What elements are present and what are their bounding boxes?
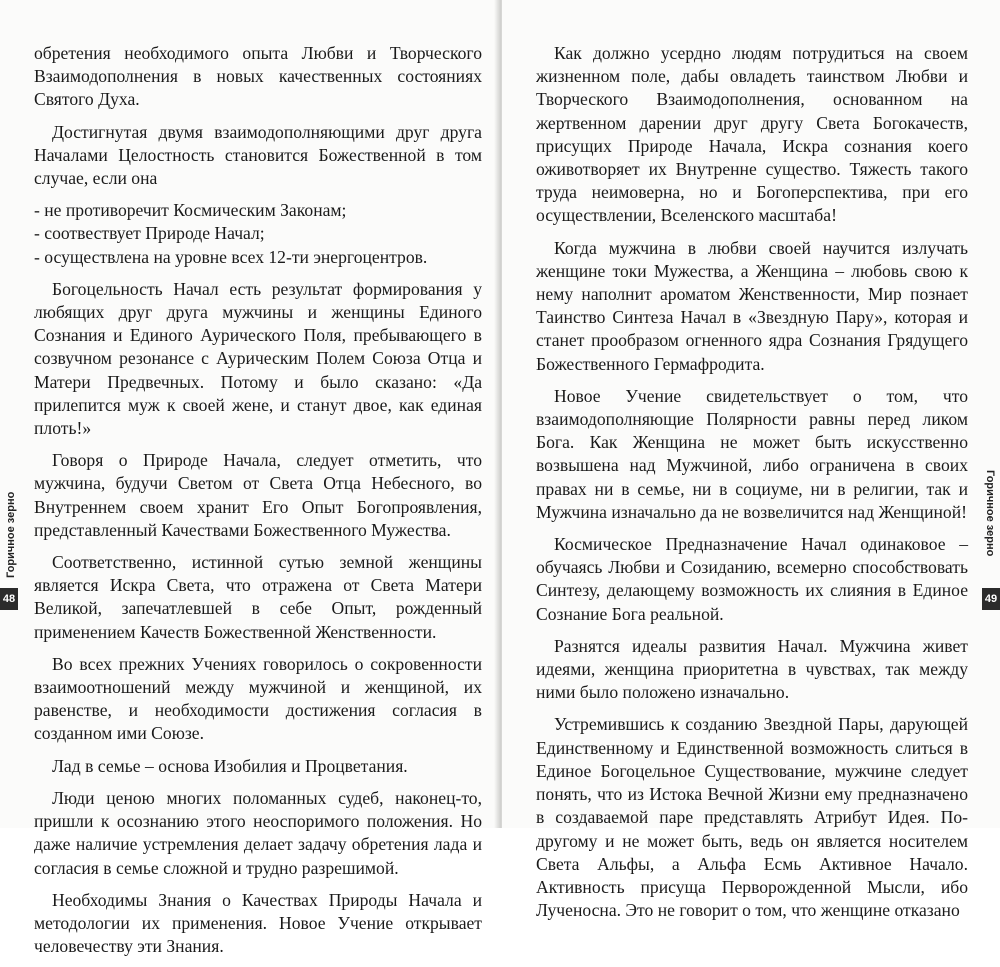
paragraph: обретения необходимого опыта Любви и Творческого Взаимодополнения в новых качественных состояниях Святого Духа.	[34, 43, 482, 110]
paragraph: Люди ценою многих поломанных судеб, наконец-то, пришли к осознанию этого неоспоримого положения. Но даже наличие устремления делает задачу обретения лада и согласия в семье сложной и трудно разрешимой.	[34, 787, 482, 878]
paragraph: Достигнутая двумя взаимодополняющими друг друга Началами Целостность становится Божественной в том случае, если она	[34, 121, 482, 189]
paragraph: Разнятся идеалы развития Начал. Мужчина живет идеями, женщина приоритетна в чувствах, так между ними было положено изначально.	[536, 635, 968, 703]
paragraph: Космическое Предназначение Начал одинаковое – обучаясь Любви и Созиданию, всемерно способствовать Синтезу, делающему возможность их слияния в Единое Сознание Бога реальной.	[536, 534, 968, 624]
paragraph: Устремившись к созданию Звездной Пары, дарующей Единственному и Единственной возможность слиться в Единое Богоцельное Существование, мужчине следует понять, что из Истока Вечной Жизни ему предназначено в создаваемой паре представлять Атрибут Идея. По-другому и не может быть, ведь он является носителем Света Альфы, а Альфа Есмь Активное Начало. Активность присуща Перворожденной Мысли, ибо Лученосна. Это не говорит о том, что женщине отказано	[536, 714, 968, 921]
paragraph: Когда мужчина в любви своей научится излучать женщине токи Мужества, а Женщина – любовь свою к нему наполнит ароматом Женственности, Мир познает Таинство Синтеза Начал в «Звездную Пару», которая и станет прообразом огненного ядра Сознания Грядущего Божественного Гермафродита.	[536, 237, 968, 374]
paragraph: Лад в семье – основа Изобилия и Процветания.	[52, 755, 408, 776]
left-page	[0, 0, 498, 957]
paragraph: Говоря о Природе Начала, следует отметить, что мужчина, будучи Светом от Света Отца Небесного, во Внутреннем своем хранит Его Опыт Богопроявления, представленный Качествами Божественного Мужества.	[34, 450, 482, 540]
left-text-column	[34, 42, 482, 967]
right-page	[502, 0, 1000, 921]
paragraph: Соответственно, истинной сутью земной женщины является Искра Света, что отражена от Света Матери Великой, запечатлевшей в себе Опыт, рожденный применением Качеств Божественной Женственности.	[34, 552, 482, 642]
list-item: - соотвествует Природе Начал;	[34, 223, 265, 244]
page-number: 48	[0, 588, 18, 610]
paragraph: Необходимы Знания о Качествах Природы Начала и методологии их применения. Новое Учение открывает человечеству эти Знания.	[34, 889, 482, 957]
paragraph: Новое Учение свидетельствует о том, что взаимодополняющие Полярности равны перед ликом Бога. Как Женщина не может быть искусственно возвышена над Мужчиной, либо ограничена в своих правах ни в семье, ни в социуме, ни в религии, так и Мужчина изначально да не возвеличится над Женщиной!	[536, 385, 968, 522]
list-item: - не противоречит Космическим Законам;	[34, 200, 347, 221]
running-title: Горичное зерно	[5, 491, 17, 578]
paragraph: Как должно усердно людям потрудиться на своем жизненном поле, дабы овладеть таинством Любви и Творческого Взаимодополнения, основанном на жертвенном дарении друг другу Света Богокачеств, присущих Природе Начала, Искра сознания коего оживотворяет их Внутренне существо. Тяжесть такого труда неимоверна, но и Богоперспектива, при его осуществлении, Вселенского масштаба!	[536, 43, 968, 226]
running-title: Горичное зерно	[984, 470, 996, 557]
list-item: - осуществлена на уровне всех 12-ти энергоцентров.	[34, 246, 428, 267]
page-number: 49	[982, 588, 1000, 610]
paragraph: Во всех прежних Учениях говорилось о сокровенности взаимоотношений между мужчиной и женщиной, их равенстве, и необходимости достижения согласия в созданном ими Союзе.	[34, 653, 482, 744]
right-text-column	[536, 42, 968, 931]
paragraph: Богоцельность Начал есть результат формирования у любящих друг друга мужчины и женщины Единого Сознания и Единого Аурического Поля, пребывающего в созвучном резонансе с Аурическим Полем Союза Отца и Матери Предвечных. Потому и было сказано: «Да прилепится муж к своей жене, и станут двое, как единая плоть!»	[34, 278, 482, 439]
